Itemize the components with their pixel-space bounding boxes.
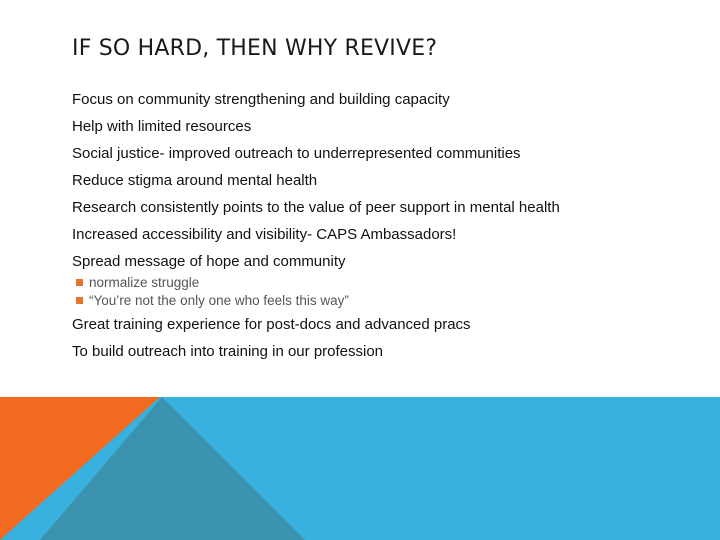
slide-title: IF SO HARD, THEN WHY REVIVE? xyxy=(72,36,438,61)
decorative-footer-shapes xyxy=(0,397,720,540)
sub-bullet-text: “You’re not the only one who feels this way” xyxy=(89,292,349,308)
sub-bullet-item xyxy=(72,291,692,309)
square-bullet-icon xyxy=(76,297,83,304)
sub-bullet-text: normalize struggle xyxy=(89,274,200,290)
bullet-item: Spread message of hope and community xyxy=(72,253,346,270)
bullet-item: Great training experience for post-docs and advanced pracs xyxy=(72,316,471,333)
bullet-item: Social justice- improved outreach to underrepresented communities xyxy=(72,145,521,162)
bullet-item: Increased accessibility and visibility- CAPS Ambassadors! xyxy=(72,226,457,243)
bullet-item: Reduce stigma around mental health xyxy=(72,172,318,189)
bullet-item: Research consistently points to the value of peer support in mental health xyxy=(72,199,560,216)
bullet-list xyxy=(72,90,692,369)
bullet-item: Help with limited resources xyxy=(72,118,252,135)
bullet-item: Focus on community strengthening and building capacity xyxy=(72,91,450,108)
square-bullet-icon xyxy=(76,279,83,286)
bullet-item: To build outreach into training in our profession xyxy=(72,343,384,360)
sub-bullet-item xyxy=(72,273,692,291)
sub-bullet-list xyxy=(72,273,692,309)
